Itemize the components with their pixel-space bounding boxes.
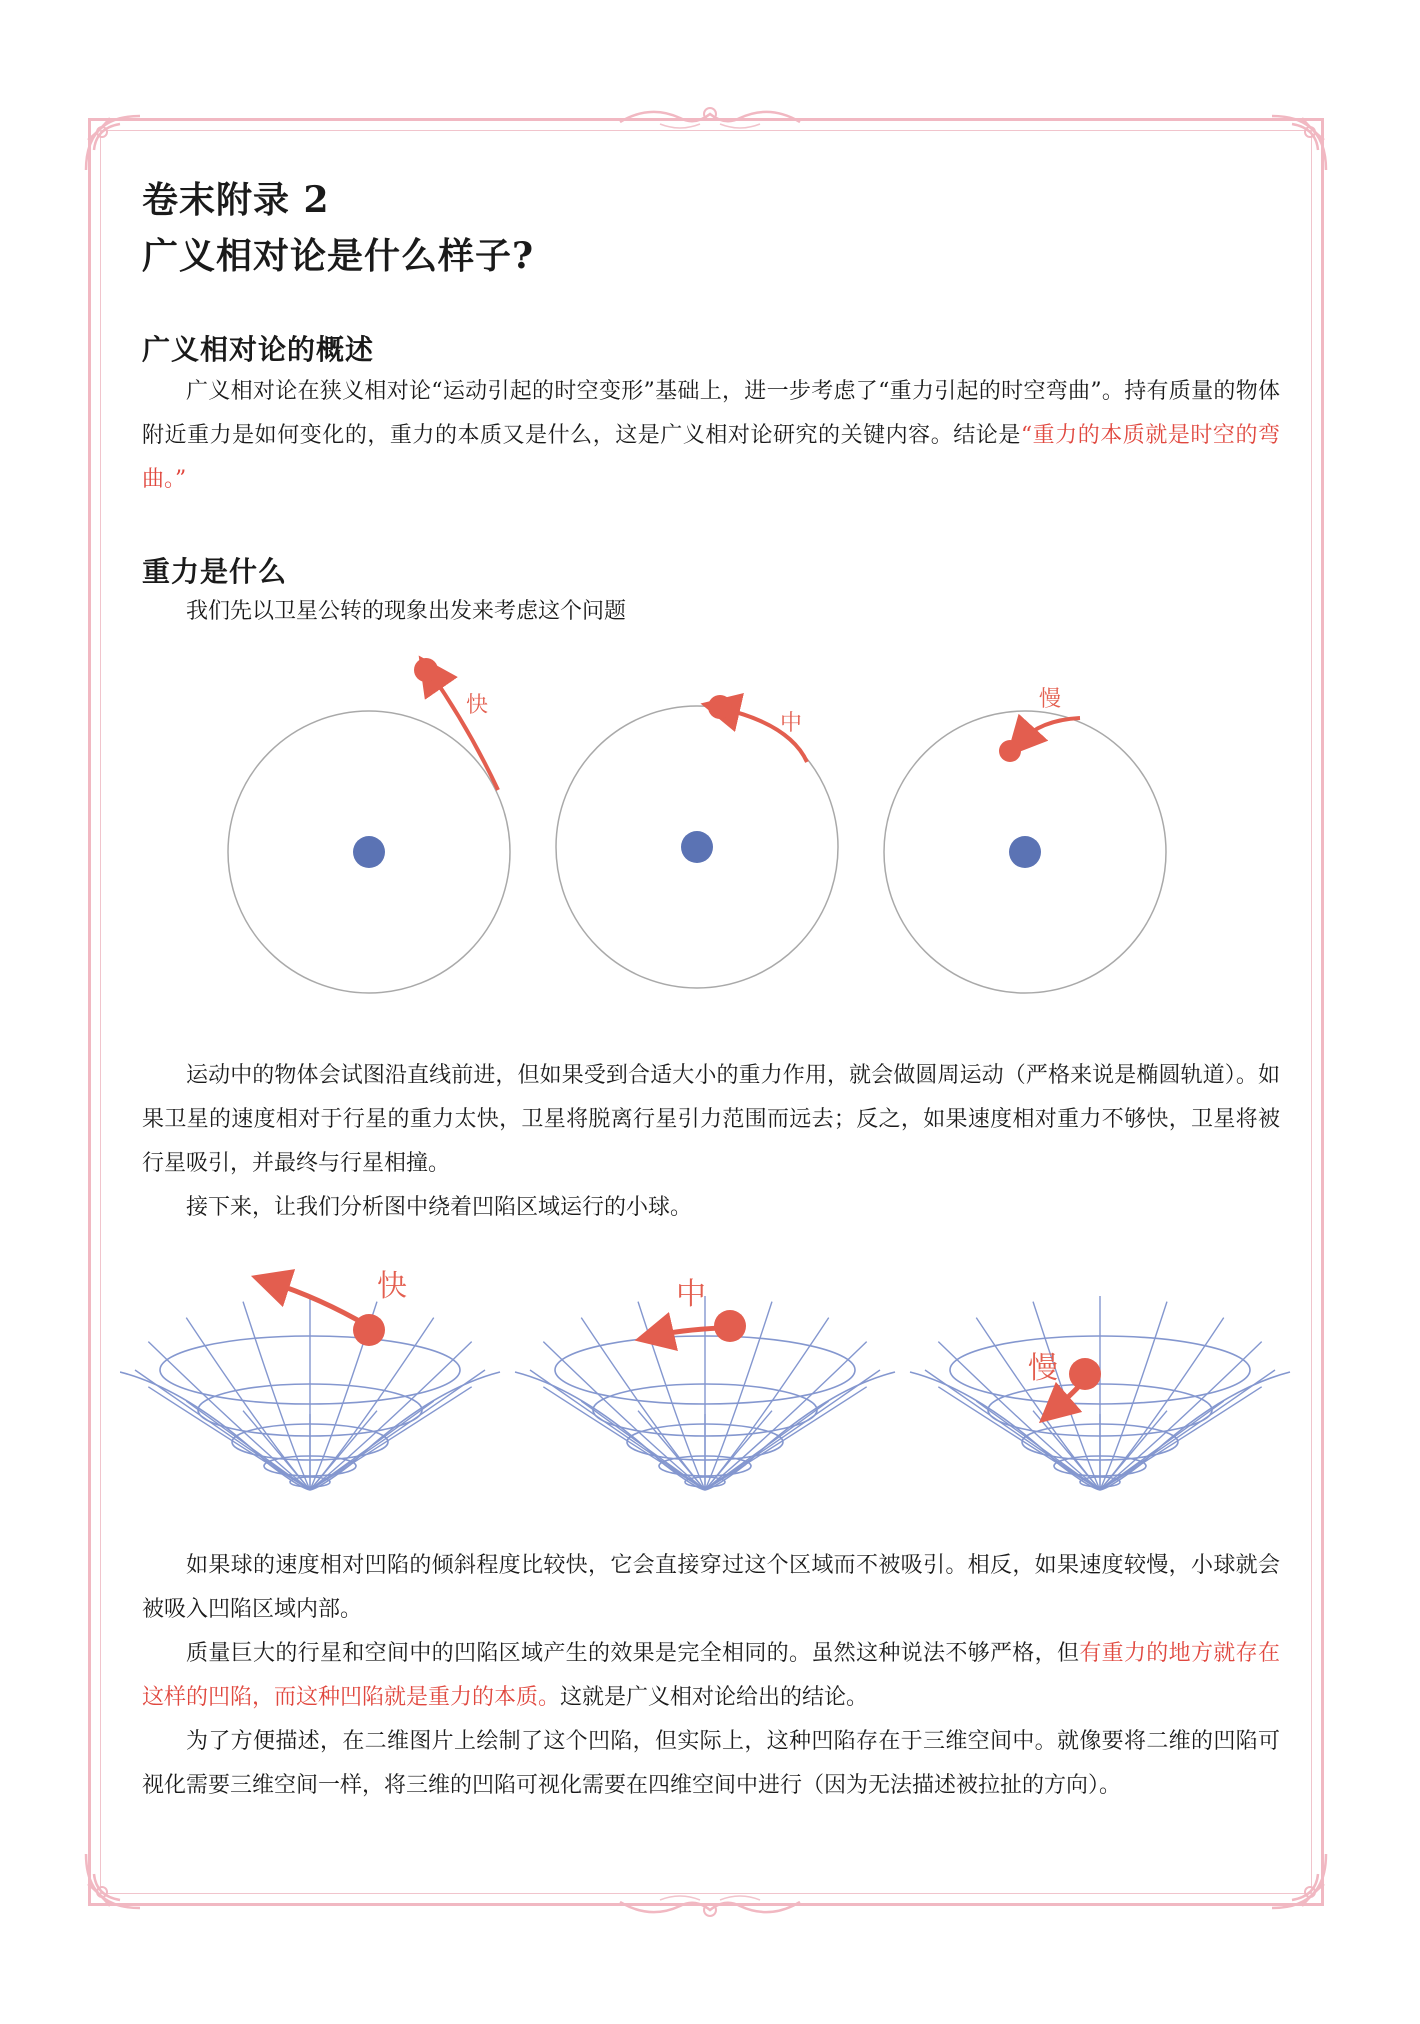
funnel-slow-diagram	[910, 1296, 1290, 1490]
funnel-explanation-text: 如果球的速度相对凹陷的倾斜程度比较快，它会直接穿过这个区域而不被吸引。相反，如果速度较慢，小球就会被吸入凹陷区域内部。	[142, 1553, 1280, 1622]
funnel-figure	[120, 1260, 1300, 1510]
conclusion-paragraphs	[142, 1544, 1280, 1808]
corner-ornament-bottom-right	[1262, 1844, 1332, 1914]
funnel-spoke	[543, 1342, 705, 1490]
overview-text: 广义相对论在狭义相对论“运动引起的时空变形”基础上，进一步考虑了“重力引起的时空弯曲”。持有质量的物体附近重力是如何变化的，重力的本质又是什么，这是广义相对论研究的关键内容。结论是	[142, 379, 1280, 448]
funnel-spoke	[1100, 1387, 1262, 1490]
funnel-spoke	[148, 1342, 310, 1490]
funnel-spoke	[1100, 1342, 1262, 1490]
orbit-slow-diagram	[884, 687, 1166, 993]
velocity-arrow	[1020, 718, 1080, 742]
title-appendix-label: 卷末附录 2	[142, 179, 330, 221]
funnel-intro-text: 接下来，让我们分析图中绕着凹陷区域运行的小球。	[186, 1195, 693, 1220]
corner-ornament-bottom-left	[80, 1844, 150, 1914]
funnel-spoke	[705, 1401, 829, 1490]
funnel-spoke	[310, 1401, 434, 1490]
satellite	[708, 695, 732, 719]
funnel-spoke	[925, 1370, 1100, 1490]
overview-paragraph	[142, 370, 1280, 502]
section-heading-overview: 广义相对论的概述	[142, 333, 375, 366]
speed-label-medium: 中	[780, 711, 803, 736]
funnel-label-fast: 快	[377, 1269, 407, 1304]
funnel-label-slow: 慢	[1028, 1351, 1058, 1386]
planet	[353, 836, 385, 868]
top-ornament	[610, 100, 810, 136]
bottom-ornament	[610, 1888, 810, 1924]
corner-ornament-top-right	[1262, 110, 1332, 180]
conclusion-text	[142, 1632, 1280, 1720]
speed-label-fast: 快	[466, 693, 489, 718]
gravity-intro-text: 我们先以卫星公转的现象出发来考虑这个问题	[186, 599, 627, 624]
corner-ornament-top-left	[80, 110, 150, 180]
conclusion-text-a: 质量巨大的行星和空间中的凹陷区域产生的效果是完全相同的。虽然这种说法不够严格，但	[186, 1641, 1080, 1666]
funnel-spoke	[310, 1342, 472, 1490]
planet	[1009, 836, 1041, 868]
funnel-fast-diagram	[120, 1296, 500, 1490]
funnel-spoke	[186, 1401, 310, 1490]
orbit-explanation-text: 运动中的物体会试图沿直线前进，但如果受到合适大小的重力作用，就会做圆周运动（严格来说是椭圆轨道）。如果卫星的速度相对于行星的重力太快，卫星将脱离行星引力范围而远去；反之，如果速度相对重力不够快，卫星将被行星吸引，并最终与行星相撞。	[142, 1063, 1280, 1176]
speed-label-slow: 慢	[1039, 687, 1062, 712]
page-title	[142, 172, 534, 284]
gravity-intro-paragraph	[142, 590, 1280, 634]
section-heading-gravity: 重力是什么	[142, 555, 288, 588]
ball-fast	[353, 1314, 385, 1346]
ball-slow	[1069, 1358, 1101, 1390]
overview-highlight: “重力的本质就是时空的弯曲。”	[142, 423, 1280, 492]
funnel-spoke	[705, 1342, 867, 1490]
funnel-spoke	[135, 1370, 310, 1490]
satellite	[999, 740, 1021, 762]
funnel-label-medium: 中	[676, 1277, 706, 1312]
velocity-arrow-fast	[270, 1282, 368, 1326]
funnel-spoke	[581, 1401, 705, 1490]
orbit-medium-diagram	[556, 695, 838, 988]
satellite	[414, 658, 438, 682]
funnel-medium-diagram	[515, 1296, 895, 1490]
funnel-spoke	[310, 1387, 472, 1490]
orbit-figure	[210, 650, 1170, 1010]
dimension-note-text: 为了方便描述，在二维图片上绘制了这个凹陷，但实际上，这种凹陷存在于三维空间中。就像要将二维的凹陷可视化需要三维空间一样，将三维的凹陷可视化需要在四维空间中进行（因为无法描述被拉扯的方向）。	[142, 1729, 1280, 1798]
orbit-fast-diagram	[228, 658, 510, 993]
funnel-spoke	[976, 1401, 1100, 1490]
velocity-arrow-medium	[654, 1328, 720, 1336]
ball-medium	[714, 1310, 746, 1342]
planet	[681, 831, 713, 863]
conclusion-highlight: 有重力的地方就存在这样的凹陷，而这种凹陷就是重力的本质。	[142, 1641, 1280, 1710]
conclusion-text-b: 这就是广义相对论给出的结论。	[560, 1685, 869, 1710]
funnel-spoke	[705, 1387, 867, 1490]
funnel-spoke	[1100, 1401, 1224, 1490]
orbit-explanation-paragraph	[142, 1054, 1280, 1230]
funnel-spoke	[530, 1370, 705, 1490]
title-main: 广义相对论是什么样子?	[142, 235, 535, 277]
